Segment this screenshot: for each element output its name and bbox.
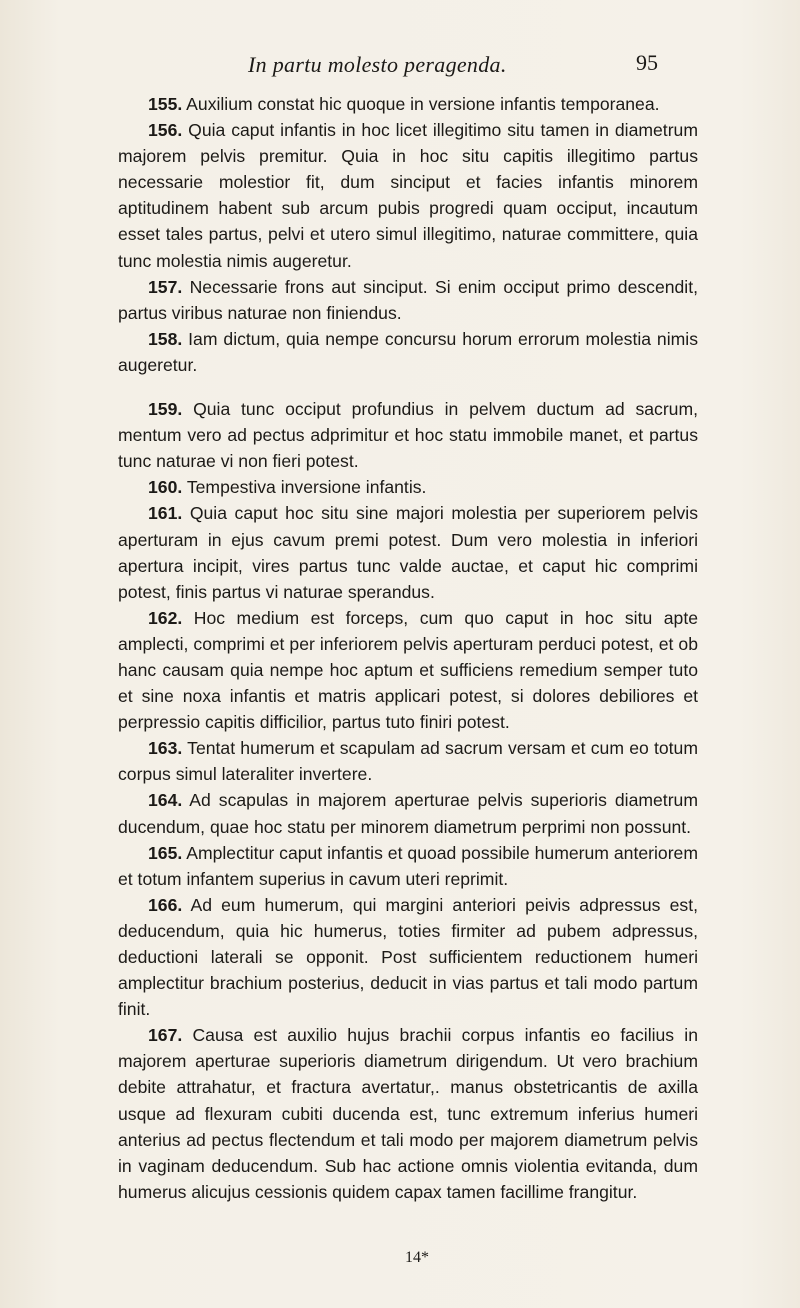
paragraph-160: [118, 474, 698, 500]
paragraph-text: Tentat humerum et scapulam ad sacrum versam et cum eo totum corpus simul lateraliter invertere.: [118, 738, 698, 785]
page-body: [118, 91, 698, 1205]
page-header: [0, 44, 800, 84]
paragraph-number: 166.: [148, 894, 183, 915]
paragraph-text: Iam dictum, quia nempe concursu horum errorum molestia nimis augeretur.: [118, 328, 698, 375]
paragraph-text: Quia caput hoc situ sine majori molestia per superiorem pelvis aperturam in ejus cavum premi potest. Dum vero molestia in inferiori apertura incipit, vires partus tunc valde auctae, et caput hic comprimi potest, finis partus vi naturae sperandus.: [118, 503, 699, 602]
paragraph-text: Ad eum humerum, qui margini anteriori peivis adpressus est, deducendum, quia hic humerus, toties firmiter ad pubem adpressus, deductioni laterali se opponit. Post sufficientem reductionem humeri amplectitur brachium posterius, deducit in vias partus et tali modo partum finit.: [118, 894, 698, 1020]
paragraph-158: [118, 326, 698, 378]
paragraph-number: 162.: [148, 607, 183, 628]
paragraph-text: Quia caput infantis in hoc licet illegitimo situ tamen in diametrum majorem pelvis premitur. Quia in hoc situ capitis illegitimo partus necessarie molestior fit, dum sinciput et facies infantis minorem aptitudinem habent sub arcum pubis progredi quam occiput, incautum esset tales partus, pelvi et utero simul illegitimo, naturae committere, quia tunc molestia nimis augeretur.: [118, 120, 698, 271]
paragraph-text: Amplectitur caput infantis et quoad possibile humerum anteriorem et totum infantem superius in cavum uteri reprimit.: [118, 842, 698, 889]
paragraph-number: 161.: [148, 503, 183, 524]
paragraph-text: Auxilium constat hic quoque in versione infantis temporanea.: [186, 94, 660, 114]
paragraph-number: 160.: [148, 477, 183, 498]
paragraph-number: 158.: [148, 328, 183, 349]
paragraph-157: [118, 274, 698, 326]
paragraph-155: [118, 91, 698, 117]
paragraph-number: 164.: [148, 790, 183, 811]
paragraph-156: [118, 117, 698, 274]
paragraph-text: Necessarie frons aut sinciput. Si enim occiput primo descendit, partus viribus naturae non finiendus.: [118, 276, 698, 323]
paragraph-number: 155.: [148, 94, 183, 114]
paragraph-159: [118, 396, 698, 474]
paragraph-161: [118, 500, 698, 604]
paragraph-164: [118, 787, 698, 839]
paragraph-number: 156.: [148, 120, 183, 141]
running-title: In partu molesto peragenda.: [248, 52, 507, 77]
paragraph-text: Ad scapulas in majorem aperturae pelvis superioris diametrum ducendum, quae hoc statu per minorem diametrum perprimi non possunt.: [118, 790, 698, 837]
paragraph-165: [118, 840, 698, 892]
paragraph-text: Hoc medium est forceps, cum quo caput in hoc situ apte amplecti, comprimi et per inferiorem pelvis aperturam perduci potest, et ob hanc causam quia nempe hoc aptum et sufficiens remedium semper tuto et sine noxa infantis et matris applicari potest, si dolores debiliores et perpressio capitis difficilior, partus tuto finiri potest.: [118, 607, 699, 733]
paragraph-167: [118, 1022, 698, 1205]
page-number: 95: [636, 50, 658, 75]
paragraph-number: 167.: [148, 1025, 183, 1046]
paragraph-number: 157.: [148, 276, 183, 297]
paragraph-number: 159.: [148, 399, 183, 420]
paragraph-text: Quia tunc occiput profundius in pelvem ductum ad sacrum, mentum vero ad pectus adprimitur et hoc statu immobile manet, et partus tunc naturae vi non fieri potest.: [118, 399, 699, 472]
signature-mark: 14*: [405, 1249, 429, 1266]
paragraph-text: Causa est auxilio hujus brachii corpus infantis eo facilius in majorem aperturae superioris diametrum dirigendum. Ut vero brachium debite attrahatur, et fractura avertatur,. manus obstetricantis de axilla usque ad flexuram cubiti ducenda est, tunc extremum inferius humeri anterius ad pectus flectendum et tali modo per majorem diametrum pelvis in vaginam deducendum. Sub hac actione omnis violentia evitanda, dum humerus alicujus cessionis quidem capax tamen facillime frangitur.: [118, 1025, 699, 1202]
paragraph-163: [118, 735, 698, 787]
paragraph-text: Tempestiva inversione infantis.: [186, 477, 427, 498]
paragraph-number: 163.: [148, 738, 183, 759]
paragraph-162: [118, 605, 698, 735]
paragraph-166: [118, 892, 698, 1022]
paragraph-number: 165.: [148, 842, 183, 863]
